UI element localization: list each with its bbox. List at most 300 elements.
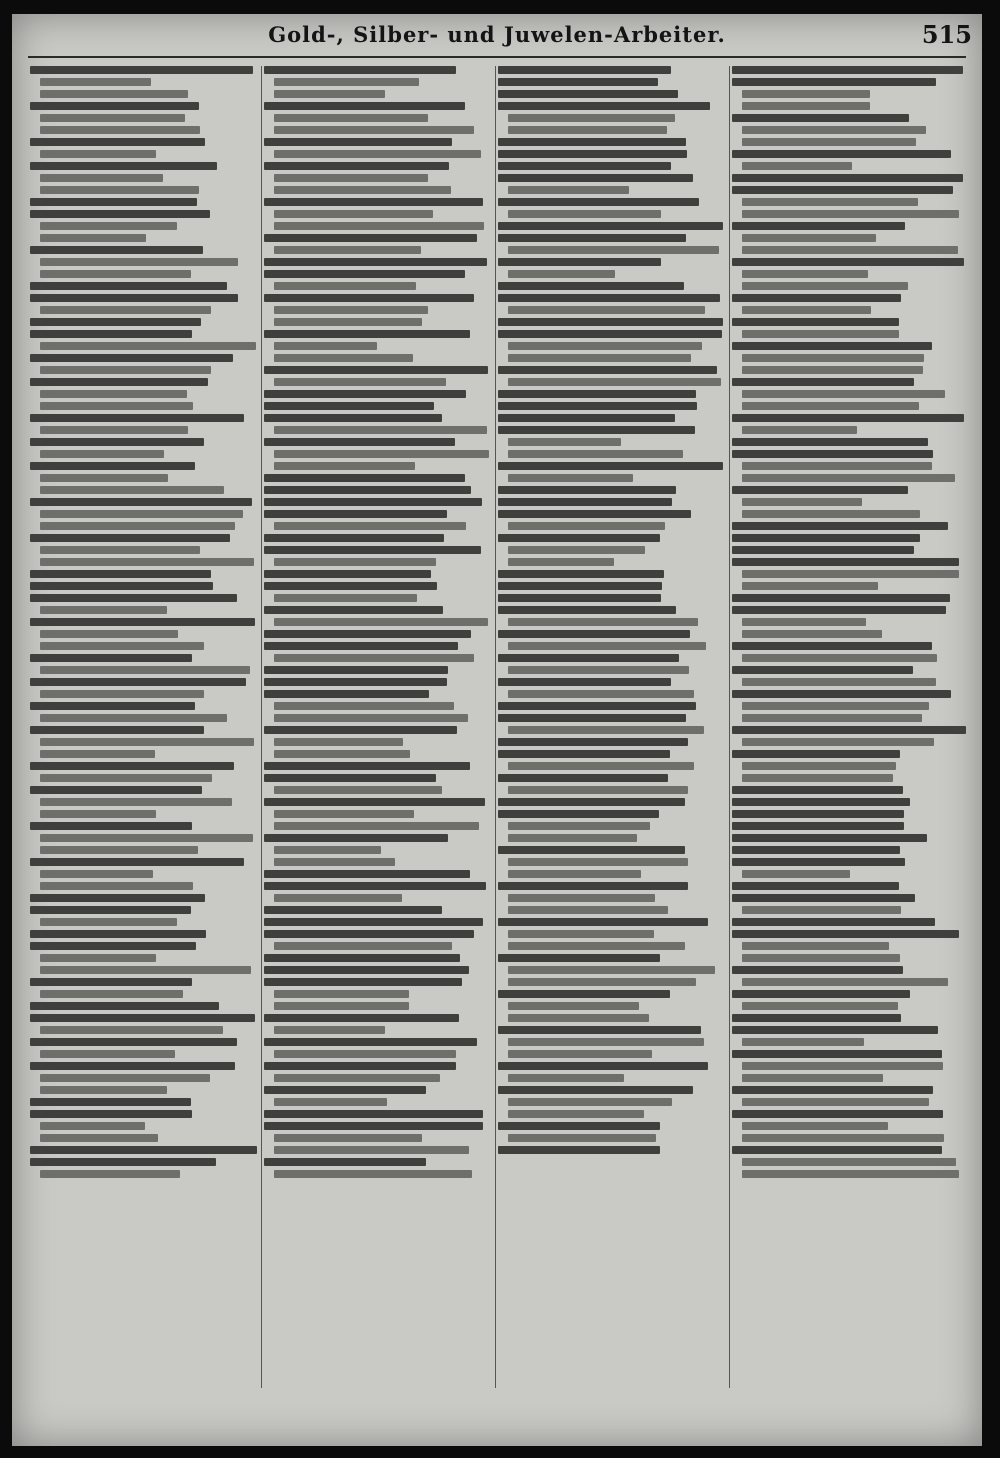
illegible-text-line	[742, 870, 850, 878]
illegible-text-line	[30, 66, 253, 74]
illegible-text-line	[30, 246, 203, 254]
directory-entry	[264, 690, 492, 722]
illegible-text-line	[264, 882, 486, 890]
illegible-text-line	[274, 822, 479, 830]
illegible-text-line	[264, 1110, 483, 1118]
illegible-text-line	[742, 354, 924, 362]
illegible-text-line	[40, 666, 250, 674]
directory-entry	[732, 558, 966, 590]
illegible-text-line	[274, 654, 474, 662]
directory-entry	[30, 978, 258, 998]
illegible-text-line	[40, 522, 235, 530]
illegible-text-line	[508, 618, 698, 626]
illegible-text-line	[264, 774, 436, 782]
illegible-text-line	[40, 390, 187, 398]
directory-entry	[264, 414, 492, 434]
directory-entry	[498, 1086, 726, 1118]
illegible-text-line	[40, 258, 238, 266]
illegible-text-line	[40, 834, 253, 842]
directory-entry	[498, 90, 726, 98]
illegible-text-line	[30, 942, 196, 950]
illegible-text-line	[30, 534, 230, 542]
illegible-text-line	[498, 630, 690, 638]
directory-entry	[732, 1086, 966, 1106]
directory-entry	[498, 498, 726, 506]
directory-entry	[498, 534, 726, 566]
illegible-text-line	[498, 714, 686, 722]
illegible-text-line	[742, 126, 926, 134]
directory-entry	[498, 954, 726, 986]
illegible-text-line	[508, 438, 621, 446]
directory-entry	[732, 966, 966, 986]
illegible-text-line	[498, 162, 671, 170]
illegible-text-line	[732, 186, 953, 194]
directory-entry	[30, 858, 258, 890]
illegible-text-line	[40, 630, 178, 638]
illegible-text-line	[498, 1086, 693, 1094]
illegible-text-line	[498, 1146, 660, 1154]
directory-entry	[264, 630, 492, 638]
illegible-text-line	[498, 174, 693, 182]
directory-entry	[30, 282, 258, 290]
illegible-text-line	[508, 1050, 652, 1058]
directory-entry	[30, 378, 258, 410]
directory-entry	[30, 294, 258, 314]
illegible-text-line	[40, 234, 146, 242]
illegible-text-line	[732, 966, 903, 974]
illegible-text-line	[264, 198, 483, 206]
illegible-text-line	[30, 102, 199, 110]
directory-entry	[30, 654, 258, 674]
illegible-text-line	[40, 1134, 158, 1142]
illegible-text-line	[264, 270, 465, 278]
illegible-text-line	[274, 114, 428, 122]
illegible-text-line	[264, 390, 466, 398]
directory-entry	[732, 930, 966, 962]
illegible-text-line	[274, 858, 395, 866]
directory-entry	[30, 330, 258, 350]
illegible-text-line	[732, 222, 905, 230]
illegible-text-line	[30, 702, 195, 710]
illegible-text-line	[508, 474, 633, 482]
illegible-text-line	[498, 678, 671, 686]
directory-entry	[498, 138, 726, 146]
illegible-text-line	[264, 162, 449, 170]
illegible-text-line	[508, 378, 721, 386]
illegible-text-line	[742, 678, 936, 686]
illegible-text-line	[264, 630, 471, 638]
illegible-text-line	[264, 918, 483, 926]
illegible-text-line	[264, 1158, 426, 1166]
directory-entry	[498, 198, 726, 218]
directory-entry	[498, 282, 726, 290]
illegible-text-line	[264, 258, 487, 266]
directory-entry	[264, 474, 492, 482]
directory-entry	[264, 294, 492, 326]
illegible-text-line	[30, 654, 192, 662]
directory-entry	[498, 390, 726, 398]
directory-entry	[732, 1050, 966, 1082]
illegible-text-line	[498, 138, 686, 146]
illegible-text-line	[732, 918, 935, 926]
illegible-text-line	[742, 210, 959, 218]
illegible-text-line	[498, 510, 691, 518]
illegible-text-line	[40, 714, 227, 722]
illegible-text-line	[742, 1170, 959, 1178]
directory-entry	[30, 1146, 258, 1154]
illegible-text-line	[742, 330, 899, 338]
directory-entry	[264, 1014, 492, 1034]
illegible-text-line	[732, 522, 948, 530]
illegible-text-line	[508, 1074, 624, 1082]
directory-entry	[30, 582, 258, 590]
directory-entry	[498, 702, 726, 710]
illegible-text-line	[742, 462, 932, 470]
directory-entry	[30, 678, 258, 698]
illegible-text-line	[732, 1086, 933, 1094]
directory-entry	[498, 234, 726, 254]
directory-entry	[264, 978, 492, 1010]
illegible-text-line	[508, 966, 715, 974]
illegible-text-line	[274, 222, 484, 230]
directory-entry	[264, 366, 492, 386]
illegible-text-line	[732, 798, 910, 806]
directory-entry	[264, 642, 492, 662]
directory-entry	[498, 918, 726, 950]
illegible-text-line	[732, 690, 951, 698]
column-divider	[261, 66, 262, 1388]
illegible-text-line	[264, 582, 437, 590]
illegible-text-line	[508, 690, 694, 698]
illegible-text-line	[498, 414, 675, 422]
directory-entry	[498, 750, 726, 770]
illegible-text-line	[732, 558, 959, 566]
illegible-text-line	[274, 246, 421, 254]
illegible-text-line	[30, 282, 227, 290]
illegible-text-line	[508, 978, 696, 986]
illegible-text-line	[40, 114, 185, 122]
directory-entry	[498, 1122, 726, 1142]
illegible-text-line	[742, 738, 934, 746]
directory-entry	[732, 522, 966, 530]
illegible-text-line	[40, 510, 243, 518]
directory-entry	[30, 1158, 258, 1178]
directory-entry	[264, 534, 492, 542]
illegible-text-line	[498, 810, 659, 818]
illegible-text-line	[30, 1158, 216, 1166]
directory-entry	[30, 414, 258, 434]
directory-entry	[30, 138, 258, 158]
illegible-text-line	[264, 726, 457, 734]
illegible-text-line	[508, 558, 614, 566]
directory-entry	[498, 798, 726, 806]
directory-entry	[732, 822, 966, 830]
illegible-text-line	[508, 1014, 649, 1022]
illegible-text-line	[498, 426, 695, 434]
illegible-text-line	[40, 1026, 223, 1034]
illegible-text-line	[742, 1122, 888, 1130]
directory-entry	[264, 102, 492, 134]
directory-entry	[30, 594, 258, 614]
directory-entry	[498, 258, 726, 278]
illegible-text-line	[40, 882, 193, 890]
illegible-text-line	[274, 810, 414, 818]
directory-entry	[498, 510, 726, 530]
illegible-text-line	[30, 330, 192, 338]
illegible-text-line	[30, 1062, 235, 1070]
directory-entry	[732, 690, 966, 722]
illegible-text-line	[40, 798, 232, 806]
illegible-text-line	[274, 1170, 472, 1178]
illegible-text-line	[30, 894, 205, 902]
directory-entry	[30, 618, 258, 650]
directory-entry	[30, 210, 258, 242]
illegible-text-line	[264, 438, 455, 446]
directory-entry	[732, 1110, 966, 1142]
header-rule	[28, 56, 966, 58]
illegible-text-line	[742, 402, 919, 410]
illegible-text-line	[274, 522, 466, 530]
illegible-text-line	[508, 762, 694, 770]
illegible-text-line	[40, 150, 156, 158]
illegible-text-line	[264, 906, 442, 914]
illegible-text-line	[498, 654, 679, 662]
directory-entry	[732, 846, 966, 854]
illegible-text-line	[274, 702, 454, 710]
directory-entry	[498, 462, 726, 482]
directory-entry	[30, 894, 258, 902]
illegible-text-line	[732, 606, 946, 614]
illegible-text-line	[40, 90, 188, 98]
illegible-text-line	[732, 666, 913, 674]
illegible-text-line	[498, 774, 668, 782]
directory-entry	[264, 570, 492, 578]
illegible-text-line	[742, 498, 862, 506]
illegible-text-line	[264, 666, 448, 674]
illegible-text-line	[274, 210, 433, 218]
illegible-text-line	[264, 1014, 459, 1022]
illegible-text-line	[264, 102, 465, 110]
illegible-text-line	[742, 270, 868, 278]
illegible-text-line	[274, 174, 428, 182]
illegible-text-line	[274, 558, 436, 566]
illegible-text-line	[498, 990, 670, 998]
directory-entry	[264, 270, 492, 290]
directory-entry	[498, 738, 726, 746]
illegible-text-line	[508, 1038, 704, 1046]
illegible-text-line	[732, 150, 951, 158]
illegible-text-line	[732, 450, 933, 458]
directory-entry	[498, 1062, 726, 1082]
illegible-text-line	[498, 90, 678, 98]
illegible-text-line	[30, 906, 191, 914]
illegible-text-line	[274, 714, 468, 722]
illegible-text-line	[732, 342, 932, 350]
illegible-text-line	[508, 1110, 644, 1118]
illegible-text-line	[274, 894, 402, 902]
illegible-text-line	[508, 270, 615, 278]
page-number: 515	[921, 20, 972, 49]
directory-entry	[732, 222, 966, 254]
illegible-text-line	[742, 390, 945, 398]
illegible-text-line	[40, 474, 168, 482]
illegible-text-line	[30, 378, 208, 386]
illegible-text-line	[742, 954, 900, 962]
directory-entry	[264, 1158, 492, 1178]
directory-entry	[732, 834, 966, 842]
directory-entry	[264, 774, 492, 794]
illegible-text-line	[732, 294, 901, 302]
illegible-text-line	[40, 810, 156, 818]
illegible-text-line	[264, 690, 429, 698]
illegible-text-line	[498, 882, 688, 890]
illegible-text-line	[498, 366, 717, 374]
illegible-text-line	[40, 426, 188, 434]
illegible-text-line	[40, 366, 211, 374]
directory-entry	[732, 798, 966, 806]
illegible-text-line	[40, 990, 183, 998]
illegible-text-line	[732, 894, 915, 902]
illegible-text-line	[732, 1014, 901, 1022]
directory-entry	[264, 1062, 492, 1082]
illegible-text-line	[30, 930, 206, 938]
illegible-text-line	[732, 858, 905, 866]
illegible-text-line	[40, 78, 151, 86]
illegible-text-line	[498, 954, 660, 962]
directory-entry	[498, 882, 726, 914]
illegible-text-line	[732, 114, 909, 122]
illegible-text-line	[498, 78, 658, 86]
directory-entry	[30, 438, 258, 458]
directory-entry	[732, 450, 966, 482]
directory-entry	[30, 498, 258, 530]
directory-entry	[732, 750, 966, 782]
illegible-text-line	[264, 66, 456, 74]
directory-entry	[732, 1014, 966, 1022]
illegible-text-line	[498, 150, 687, 158]
illegible-text-line	[732, 990, 910, 998]
illegible-text-line	[732, 810, 904, 818]
directory-entry	[732, 534, 966, 542]
illegible-text-line	[732, 882, 899, 890]
illegible-text-line	[508, 894, 655, 902]
illegible-text-line	[742, 654, 937, 662]
directory-entry	[732, 546, 966, 554]
directory-entry	[30, 570, 258, 578]
illegible-text-line	[508, 858, 688, 866]
illegible-text-line	[742, 978, 948, 986]
directory-entry	[30, 318, 258, 326]
illegible-text-line	[498, 570, 664, 578]
directory-entry	[264, 726, 492, 758]
directory-entry	[264, 198, 492, 230]
directory-entry	[732, 66, 966, 74]
directory-entry	[498, 630, 726, 650]
directory-entry	[30, 66, 258, 98]
illegible-text-line	[274, 1098, 387, 1106]
illegible-text-line	[498, 318, 723, 326]
directory-entry	[498, 366, 726, 386]
illegible-text-line	[40, 642, 204, 650]
directory-entry	[498, 318, 726, 326]
directory-entry	[264, 258, 492, 266]
illegible-text-line	[40, 870, 153, 878]
illegible-text-line	[264, 138, 452, 146]
illegible-text-line	[742, 426, 857, 434]
directory-entry	[264, 66, 492, 98]
illegible-text-line	[508, 642, 706, 650]
illegible-text-line	[742, 474, 955, 482]
illegible-text-line	[732, 546, 914, 554]
illegible-text-line	[508, 546, 645, 554]
illegible-text-line	[30, 618, 255, 626]
directory-entry	[30, 786, 258, 818]
directory-entry	[498, 66, 726, 74]
directory-entry	[264, 954, 492, 962]
illegible-text-line	[264, 1122, 483, 1130]
illegible-text-line	[742, 198, 918, 206]
illegible-text-line	[742, 1158, 956, 1166]
illegible-text-line	[508, 306, 705, 314]
illegible-text-line	[274, 1134, 422, 1142]
directory-entry	[264, 510, 492, 530]
illegible-text-line	[40, 966, 251, 974]
illegible-text-line	[30, 318, 201, 326]
directory-entry	[30, 1062, 258, 1094]
directory-entry	[732, 858, 966, 878]
illegible-text-line	[264, 570, 431, 578]
illegible-text-line	[274, 90, 385, 98]
illegible-text-line	[508, 870, 641, 878]
illegible-text-line	[30, 1038, 237, 1046]
illegible-text-line	[732, 594, 950, 602]
directory-entry	[30, 1014, 258, 1034]
directory-entry	[498, 78, 726, 86]
illegible-text-line	[264, 534, 444, 542]
illegible-text-line	[274, 462, 415, 470]
illegible-text-line	[508, 450, 683, 458]
column-divider	[495, 66, 496, 1388]
directory-entry	[732, 342, 966, 374]
illegible-text-line	[498, 198, 699, 206]
illegible-text-line	[40, 342, 256, 350]
illegible-text-line	[742, 246, 958, 254]
illegible-text-line	[732, 78, 936, 86]
illegible-text-line	[742, 90, 870, 98]
illegible-text-line	[274, 990, 409, 998]
directory-entry	[732, 642, 966, 662]
illegible-text-line	[30, 1002, 219, 1010]
illegible-text-line	[498, 702, 696, 710]
directory-entry	[30, 1110, 258, 1142]
directory-entry	[30, 726, 258, 758]
illegible-text-line	[732, 258, 964, 266]
directory-entry	[732, 438, 966, 446]
illegible-text-line	[264, 678, 447, 686]
illegible-text-line	[498, 258, 661, 266]
illegible-text-line	[264, 330, 470, 338]
illegible-text-line	[264, 1038, 477, 1046]
illegible-text-line	[264, 498, 482, 506]
illegible-text-line	[30, 438, 204, 446]
illegible-text-line	[274, 426, 487, 434]
illegible-text-line	[40, 1086, 167, 1094]
illegible-text-line	[274, 318, 422, 326]
page-title: Gold-, Silber- und Juwelen-Arbeiter.	[268, 22, 726, 47]
illegible-text-line	[732, 318, 899, 326]
illegible-text-line	[274, 1074, 440, 1082]
directory-entry	[30, 702, 258, 722]
